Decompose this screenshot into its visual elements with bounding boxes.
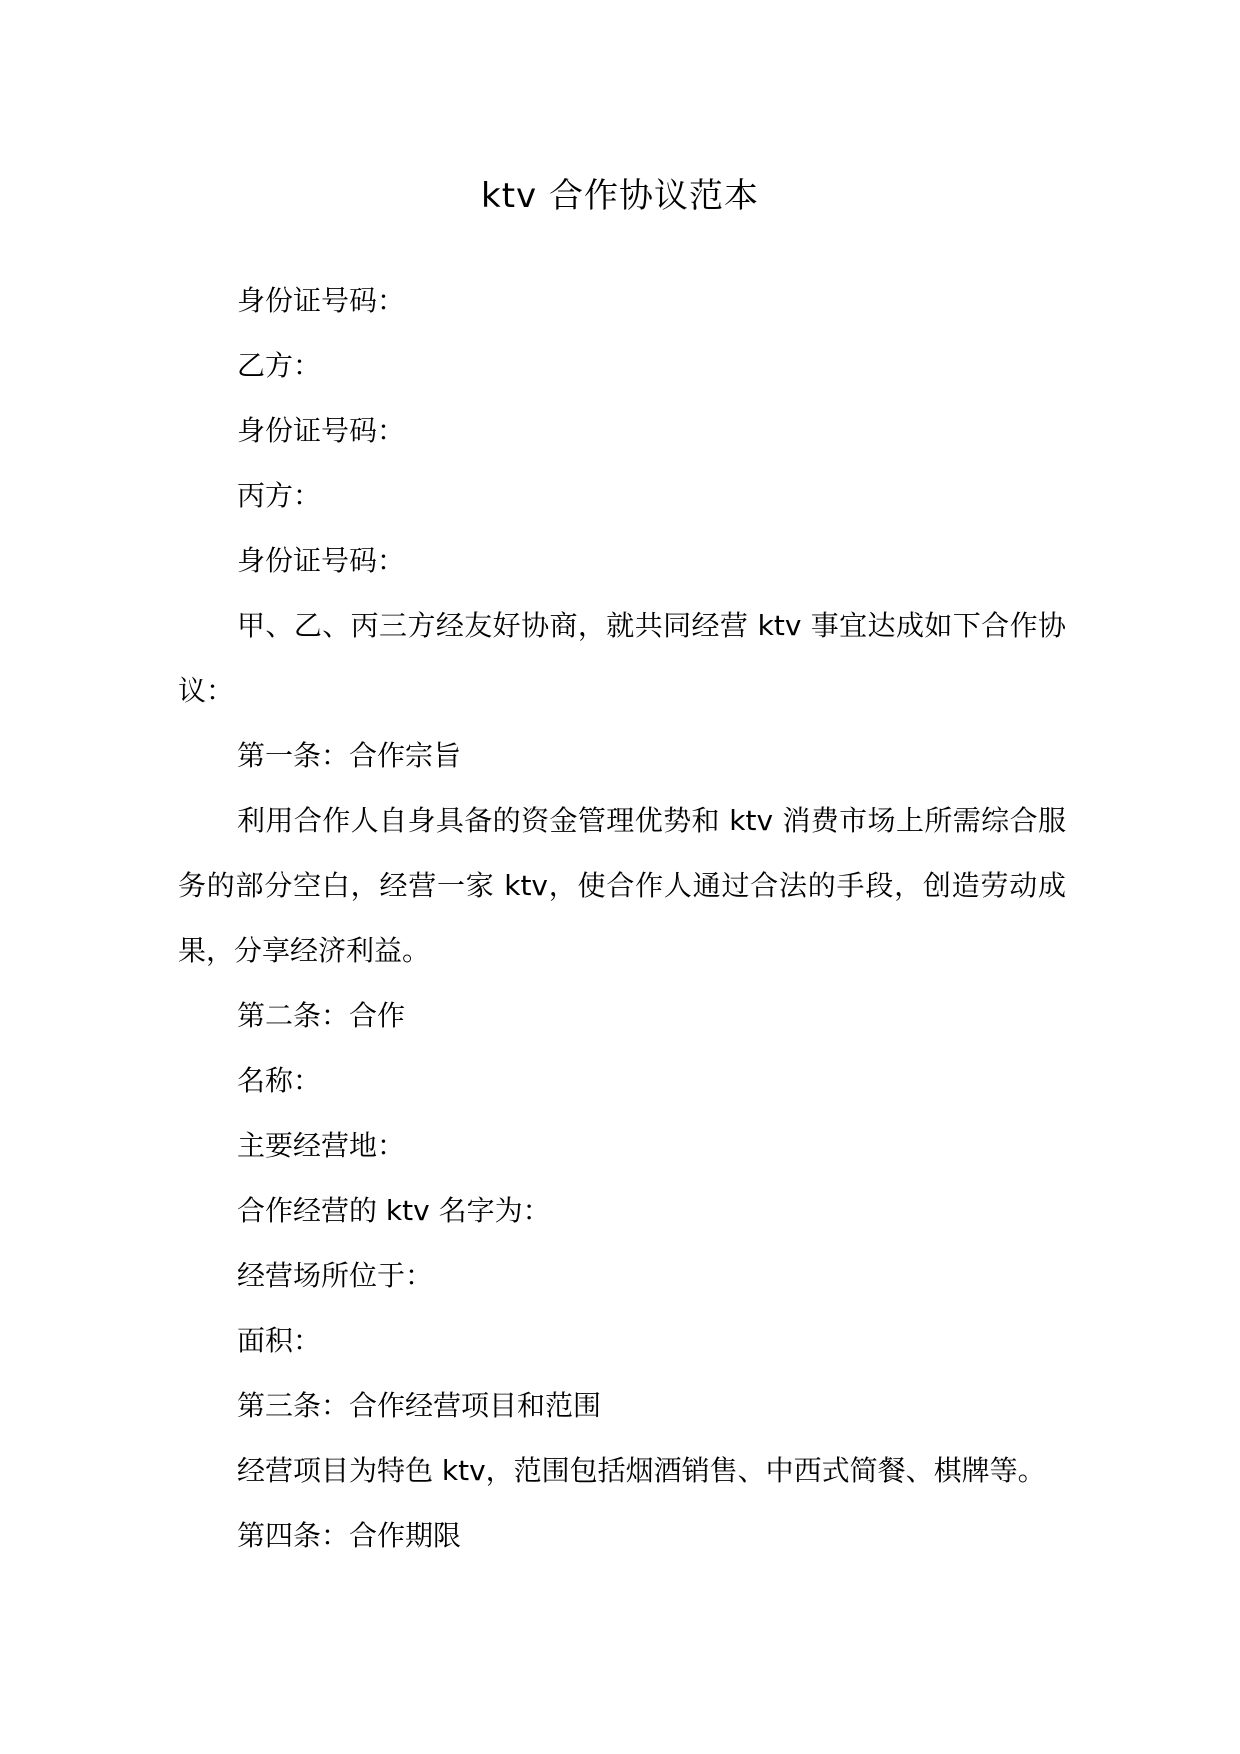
paragraph-premises-location: 经营场所位于： xyxy=(237,1259,434,1292)
paragraph-party-b: 乙方： xyxy=(237,349,322,382)
paragraph-id-number-2: 身份证号码： xyxy=(237,414,406,447)
paragraph-name: 名称： xyxy=(237,1064,322,1097)
paragraph-preamble: 甲、乙、丙三方经友好协商，就共同经营 ktv 事宜达成如下合作协议： xyxy=(178,609,1066,707)
document-title: ktv 合作协议范本 xyxy=(481,176,759,216)
paragraph-article-1-heading: 第一条：合作宗旨 xyxy=(237,739,462,772)
paragraph-id-number-1: 身份证号码： xyxy=(237,284,406,317)
paragraph-area: 面积： xyxy=(237,1324,322,1357)
paragraph-article-3-body: 经营项目为特色 ktv，范围包括烟酒销售、中西式简餐、棋牌等。 xyxy=(237,1454,1046,1487)
document-body xyxy=(178,268,1066,1568)
paragraph-article-3-heading: 第三条：合作经营项目和范围 xyxy=(237,1389,602,1422)
paragraph-article-4-heading: 第四条：合作期限 xyxy=(237,1519,462,1552)
paragraph-article-1-body: 利用合作人自身具备的资金管理优势和 ktv 消费市场上所需综合服务的部分空白，经营一家 ktv，使合作人通过合法的手段，创造劳动成果，分享经济利益。 xyxy=(178,804,1066,967)
paragraph-main-location: 主要经营地： xyxy=(237,1129,406,1162)
paragraph-article-2-heading: 第二条：合作 xyxy=(237,999,406,1032)
paragraph-ktv-name: 合作经营的 ktv 名字为： xyxy=(237,1194,551,1227)
paragraph-id-number-3: 身份证号码： xyxy=(237,544,406,577)
paragraph-party-c: 丙方： xyxy=(237,479,322,512)
